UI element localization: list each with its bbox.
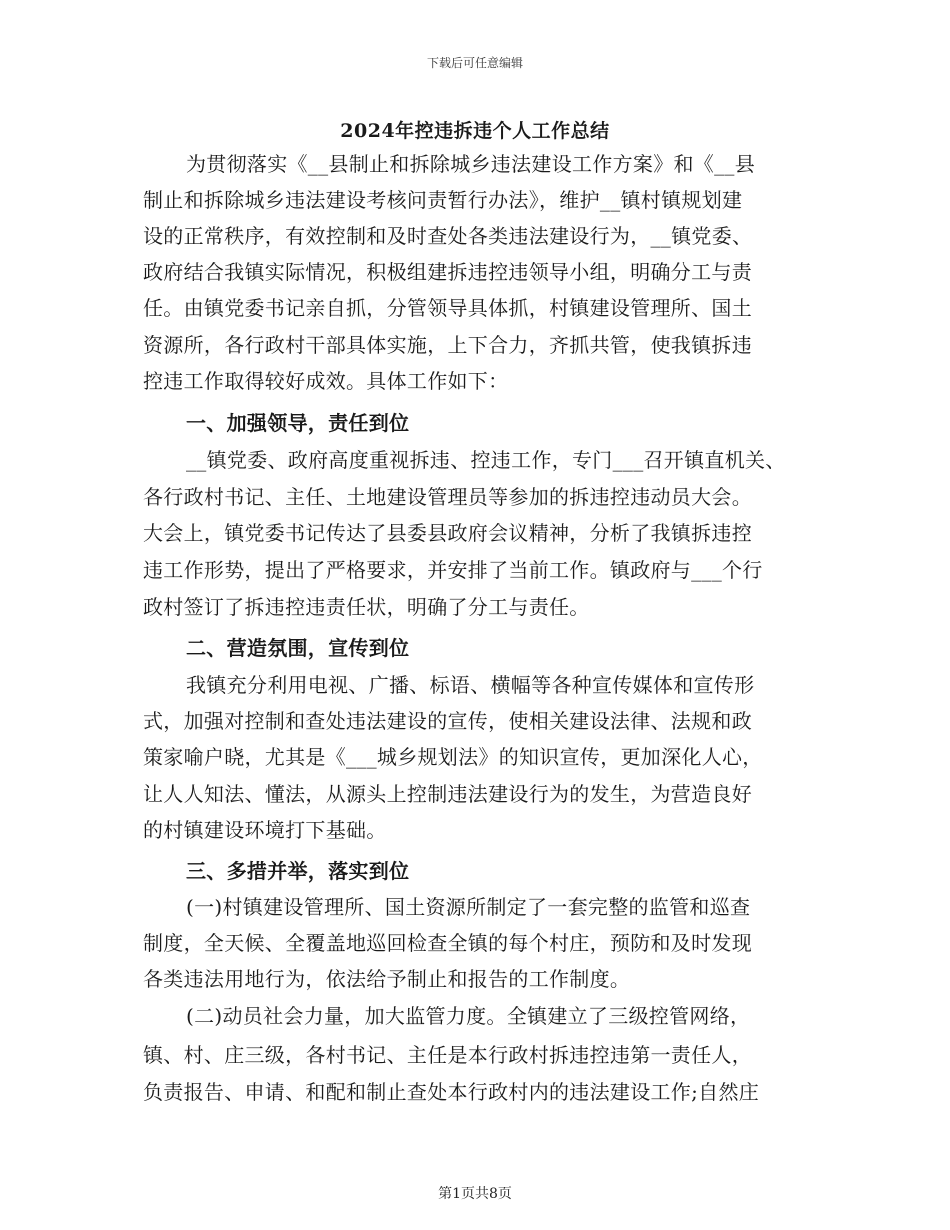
paragraph-line: 各类违法用地行为，依法给予制止和报告的工作制度。: [143, 967, 631, 991]
page-footer: 第1页共8页: [438, 1186, 512, 1202]
paragraph-line: 设的正常秩序，有效控制和及时查处各类违法建设行为，__镇党委、: [143, 224, 753, 248]
section-heading: 三、多措并举，落实到位: [186, 859, 410, 883]
paragraph-line: 控违工作取得较好成效。具体工作如下：: [143, 369, 509, 393]
paragraph-line: 让人人知法、懂法，从源头上控制违法建设行为的发生，为营造良好: [143, 782, 752, 806]
paragraph-line: 违工作形势，提出了严格要求，并安排了当前工作。镇政府与___个行: [143, 558, 763, 582]
paragraph-line: 的村镇建设环境打下基础。: [143, 818, 387, 842]
section-heading: 一、加强领导，责任到位: [186, 411, 410, 435]
paragraph-line: 任。由镇党委书记亲自抓，分管领导具体抓，村镇建设管理所、国土: [143, 296, 752, 320]
section-heading: 二、营造氛围，宣传到位: [186, 636, 410, 660]
paragraph-line: 大会上，镇党委书记传达了县委县政府会议精神，分析了我镇拆违控: [143, 521, 752, 545]
paragraph-line: 负责报告、申请、和配和制止查处本行政村内的违法建设工作;自然庄: [143, 1080, 760, 1104]
paragraph-line: __镇党委、政府高度重视拆违、控违工作，专门___召开镇直机关、: [186, 448, 786, 472]
paragraph-line: 我镇充分利用电视、广播、标语、横幅等各种宣传媒体和宣传形: [186, 673, 755, 697]
paragraph-line: 政村签订了拆违控违责任状，明确了分工与责任。: [143, 595, 590, 619]
paragraph-line: 策家喻户晓，尤其是《___城乡规划法》的知识宣传，更加深化人心，: [143, 745, 763, 769]
paragraph-line: (一)村镇建设管理所、国土资源所制定了一套完整的监管和巡查: [186, 895, 751, 919]
paragraph-line: 镇、村、庄三级，各村书记、主任是本行政村拆违控违第一责任人，: [143, 1043, 752, 1067]
document-title: 2024年控违拆违个人工作总结: [340, 120, 610, 142]
paragraph-line: 资源所，各行政村干部具体实施，上下合力，齐抓共管，使我镇拆违: [143, 333, 752, 357]
paragraph-line: 制止和拆除城乡违法建设考核问责暂行办法》，维护__镇村镇规划建: [143, 188, 743, 212]
paragraph-line: 式，加强对控制和查处违法建设的宣传，使相关建设法律、法规和政: [143, 709, 752, 733]
paragraph-line: 各行政村书记、主任、土地建设管理员等参加的拆违控违动员大会。: [143, 485, 752, 509]
paragraph-line: (二)动员社会力量，加大监管力度。全镇建立了三级控管网络，: [186, 1004, 751, 1028]
header-note: 下载后可任意编辑: [426, 56, 523, 70]
paragraph-line: 政府结合我镇实际情况，积极组建拆违控违领导小组，明确分工与责: [143, 260, 752, 284]
paragraph-line: 为贯彻落实《__县制止和拆除城乡违法建设工作方案》和《__县: [186, 152, 755, 176]
paragraph-line: 制度，全天候、全覆盖地巡回检查全镇的每个村庄，预防和及时发现: [143, 931, 752, 955]
